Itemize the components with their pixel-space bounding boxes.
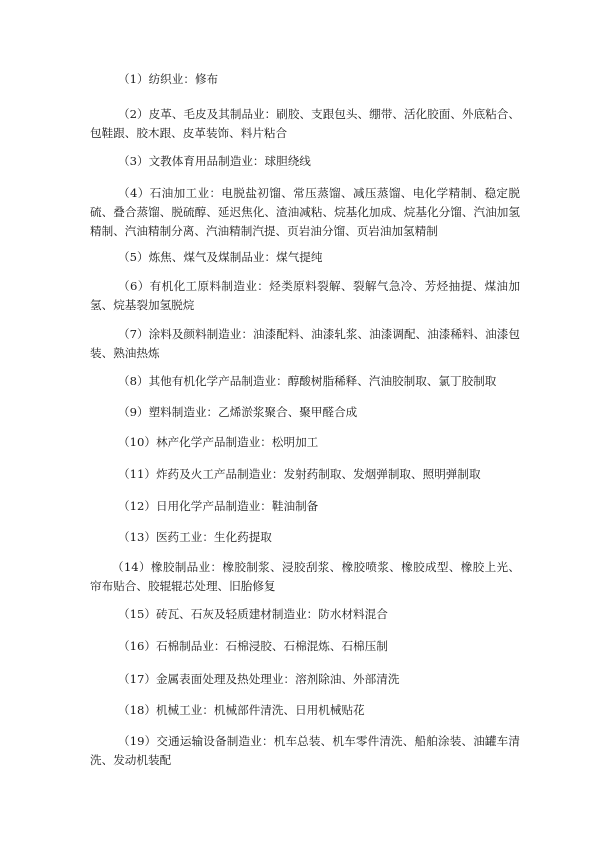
list-item-6: （6）有机化工原料制造业：烃类原料裂解、裂解气急冷、芳烃抽提、煤油加氢、烷基裂加氢脱烷 [90, 279, 520, 312]
list-item-17: （17）金属表面处理及热处理业：溶剂除油、外部清洗 [118, 672, 400, 686]
list-item-3: （3）文教体育用品制造业：球胆绕线 [118, 154, 311, 168]
list-item-13: （13）医药工业：生化药提取 [118, 530, 272, 544]
list-item-16: （16）石棉制品业：石棉浸胶、石棉混炼、石棉压制 [118, 639, 388, 653]
list-item-18: （18）机械工业：机械部件清洗、日用机械贴花 [118, 703, 365, 717]
list-item-15: （15）砖瓦、石灰及轻质建材制造业：防水材料混合 [118, 607, 388, 621]
list-item-5: （5）炼焦、煤气及煤制品业：煤气提纯 [118, 250, 323, 264]
list-item-12: （12）日用化学产品制造业：鞋油制备 [118, 499, 319, 513]
list-item-2: （2）皮革、毛皮及其制品业：刷胶、支跟包头、绷带、活化胶面、外底粘合、包鞋跟、胶木跟、皮革装饰、料片粘合 [90, 107, 520, 140]
list-item-11: （11）炸药及火工产品制造业：发射药制取、发烟弹制取、照明弹制取 [118, 467, 481, 481]
list-item-19: （19）交通运输设备制造业：机车总装、机车零件清洗、船舶涂装、油罐车清洗、发动机装配 [90, 734, 520, 767]
list-item-4: （4）石油加工业：电脱盐初馏、常压蒸馏、减压蒸馏、电化学精制、稳定脱硫、叠合蒸馏、脱硫醇、延迟焦化、渣油减粘、烷基化加成、烷基化分馏、汽油加氢精制、汽油精制分离、汽油精制汽提、页岩油分馏、页岩油加氢精制 [90, 186, 520, 238]
list-item-9: （9）塑料制造业：乙烯淤浆聚合、聚甲醛合成 [118, 405, 358, 419]
list-item-8: （8）其他有机化学产品制造业：醇酸树脂稀释、汽油胶制取、氯丁胶制取 [118, 374, 497, 388]
list-item-1: （1）纺织业：修布 [118, 72, 219, 86]
list-item-14: （14）橡胶制品业：橡胶制浆、浸胶刮浆、橡胶喷浆、橡胶成型、橡胶上光、帘布贴合、胶辊辊芯处理、旧胎修复 [90, 560, 520, 593]
list-item-10: （10）林产化学产品制造业：松明加工 [118, 435, 319, 449]
list-item-7: （7）涂料及颜料制造业：油漆配料、油漆轧浆、油漆调配、油漆稀料、油漆包装、熟油热炼 [90, 327, 520, 360]
